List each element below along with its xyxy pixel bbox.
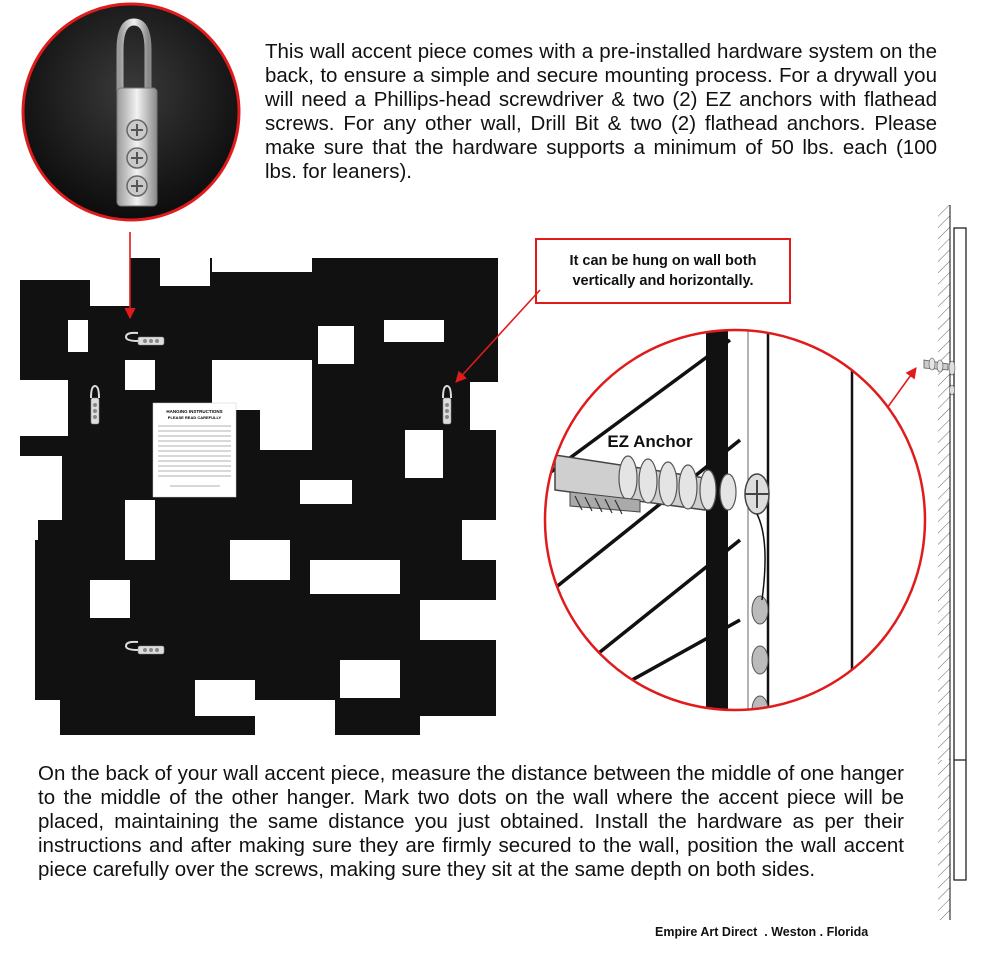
wall-side-view-lower (930, 760, 980, 930)
callout-text: It can be hung on wall both vertically and horizontally. (569, 253, 757, 289)
company-footer: Empire Art Direct . Weston . Florida (655, 925, 869, 939)
card-subtitle: PLEASE READ CAREFULLY (167, 415, 222, 420)
instructions-card (153, 403, 236, 497)
mounting-steps-paragraph: On the back of your wall accent piece, measure the distance between the middle of one hanger to the middle of the other hanger. Mark two dots on the wall where the accent piece will be placed, maintaining the same distance you just obtained. Install the hardware as per their instructions and after making sure they are firmly secured to the wall, position the wall accent piece carefully over the screws, making sure they sit at the same depth on both sides. (38, 762, 904, 881)
accent-panel-back (20, 258, 498, 735)
card-title: HANGING INSTRUCTIONS (166, 409, 223, 414)
ez-anchor-zoom-circle (540, 320, 925, 740)
intro-paragraph: This wall accent piece comes with a pre-installed hardware system on the back, to ensure a simple and secure mounting process. For a drywall you will need a Phillips-head screwdriver & two (2) EZ anchors with flathead screws. For any other wall, Drill Bit & two (2) flathead anchors. Please make sure that the hardware supports a minimum of 50 lbs. each (100 lbs. for leaners). (265, 40, 937, 183)
ez-anchor-label: EZ Anchor (607, 432, 693, 451)
wall-side-view (924, 205, 966, 760)
